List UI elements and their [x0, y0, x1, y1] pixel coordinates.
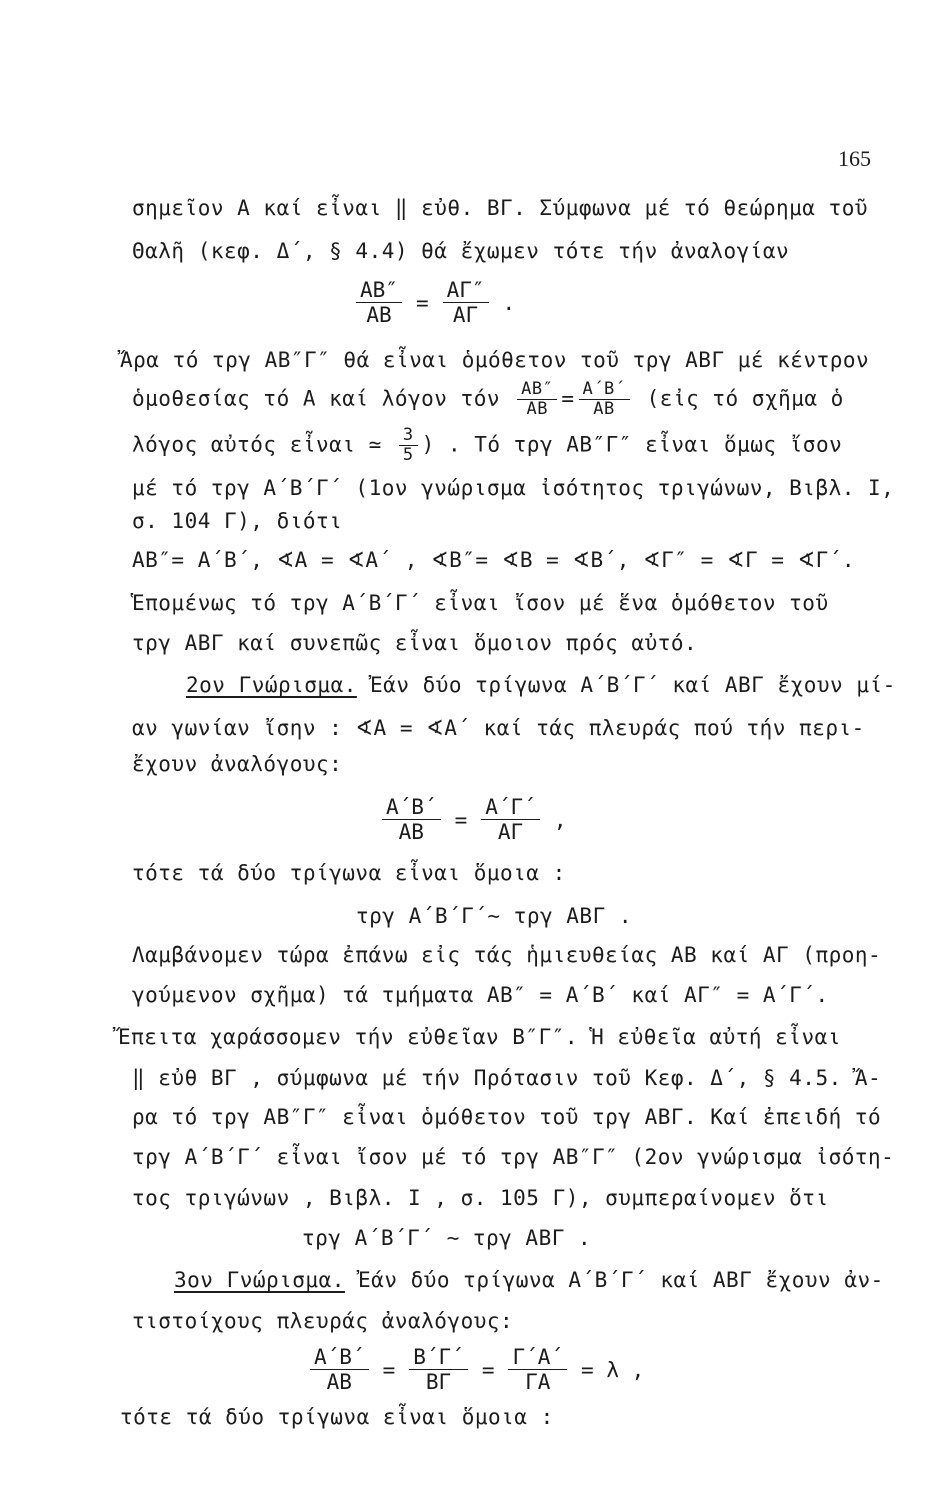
text-line: ἔχουν ἀναλόγους: [132, 752, 343, 776]
text-line: 2ον Γνώρισμα. Ἐάν δύο τρίγωνα Α΄Β΄Γ΄ καί ΑΒΓ ἔχουν μί- [186, 673, 896, 697]
fraction: $\frac{A΄B΄}{AB}$ [579, 380, 630, 419]
text-line: αν γωνίαν ἴσην : ∢Α = ∢Α΄ καί τάς πλευράς πού τήν περι- [132, 716, 865, 740]
text-line: τργ Α΄Β΄Γ΄∼ τργ ΑΒΓ . [356, 904, 633, 928]
text-line: Ἔπειτα χαράσσομεν τήν εὐθεῖαν Β″Γ″. Ἡ εὐθεῖα αὐτή εἶναι [118, 1025, 841, 1049]
text-line: Θαλῆ (κεφ. Δ΄, § 4.4) θά ἔχωμεν τότε τήν ἀναλογίαν [132, 239, 790, 263]
text-line: τότε τά δύο τρίγωνα εἶναι ὅμοια : [120, 1405, 554, 1429]
text-line: Λαμβάνομεν τώρα ἐπάνω εἰς τάς ἡμιευθείας ΑΒ καί ΑΓ (προη- [132, 943, 882, 967]
text-line: ρα τό τργ ΑΒ″Γ″ εἶναι ὁμόθετον τοῦ τργ ΑΒΓ. Καί ἐπειδή τό [132, 1105, 882, 1129]
section-heading-2: 2ον Γνώρισμα. [186, 673, 357, 697]
text-line: Ἄρα τό τργ ΑΒ″Γ″ θά εἶναι ὁμόθετον τοῦ τργ ΑΒΓ μέ κέντρον [120, 348, 870, 372]
text-line: μέ τό τργ Α΄Β΄Γ΄ (1ον γνώρισμα ἰσότητος τριγώνων, Βιβλ. Ι, [132, 476, 895, 500]
text-line: τιστοίχους πλευράς ἀναλόγους: [132, 1309, 514, 1333]
fraction: $\frac{B΄\Gamma΄}{B\Gamma}$ [409, 1345, 468, 1394]
fraction: $\frac{\Gamma΄A΄}{\Gamma A}$ [508, 1345, 567, 1394]
fraction: $\frac{A\Gamma''}{A\Gamma}$ [443, 278, 489, 327]
text-line: τργ Α΄Β΄Γ΄ ∼ τργ ΑΒΓ . [302, 1226, 592, 1250]
text-line: τργ Α΄Β΄Γ΄ εἶναι ἴσον μέ τό τργ ΑΒ″Γ″ (2ον γνώρισμα ἰσότη- [132, 1145, 895, 1169]
equation-proportion-3: $\frac{A΄B΄}{AB}$ = $\frac{B΄\Gamma΄}{B\Gamma}$ = $\frac{\Gamma΄A΄}{\Gamma A}$ = λ , [306, 1345, 654, 1394]
text-line: Ἑπομένως τό τργ Α΄Β΄Γ΄ εἶναι ἴσον μέ ἕνα ὁμόθετον τοῦ [132, 591, 829, 615]
text-line: τότε τά δύο τρίγωνα εἶναι ὅμοια : [132, 861, 566, 885]
text-line: ‖ εὐθ ΒΓ , σύμφωνα μέ τήν Πρότασιν τοῦ Κεφ. Δ΄, § 4.5. Ἄ- [132, 1066, 882, 1090]
text-line: γούμενον σχῆμα) τά τμήματα ΑΒ″ = Α΄Β΄ καί ΑΓ″ = Α΄Γ΄. [132, 983, 829, 1007]
fraction: $\frac{AB''}{AB}$ [517, 380, 557, 419]
text-line: ὁμοθεσίας τό Α καί λόγον τόν $\frac{AB''}{AB}$ = $\frac{A΄B΄}{AB}$ (εἰς τό σχῆμα ὁ [132, 379, 844, 419]
fraction: $\frac{AB''}{AB}$ [356, 278, 402, 327]
text-line: τργ ΑΒΓ καί συνεπῶς εἶναι ὅμοιον πρός αὐτό. [132, 631, 698, 655]
text-line: ΑΒ″= Α΄Β΄, ∢Α = ∢Α΄ , ∢Β″= ∢Β = ∢Β΄, ∢Γ″ = ∢Γ = ∢Γ΄. [132, 548, 856, 572]
text-line: τος τριγώνων , Βιβλ. Ι , σ. 105 Γ), συμπεραίνομεν ὅτι [132, 1186, 829, 1210]
page-number: 165 [838, 146, 871, 171]
text-line: λόγος αὐτός εἶναι ≃ $\frac{3}{5}$ ) . Τό τργ ΑΒ″Γ″ εἶναι ὅμως ἴσον [132, 425, 843, 465]
fraction: $\frac{3}{5}$ [399, 426, 418, 465]
text-line: 3ον Γνώρισμα. Ἐάν δύο τρίγωνα Α΄Β΄Γ΄ καί ΑΒΓ ἔχουν ἀν- [174, 1268, 884, 1292]
fraction: $\frac{A΄\Gamma΄}{A\Gamma}$ [481, 795, 540, 844]
fraction: $\frac{A΄B΄}{AB}$ [310, 1345, 369, 1394]
equation-proportion-1: $\frac{AB''}{AB}$ = $\frac{A\Gamma''}{A\Gamma}$ . [352, 278, 525, 327]
text-line: σημεῖον Α καί εἶναι ‖ εὐθ. ΒΓ. Σύμφωνα μέ τό θεώρημα τοῦ [132, 196, 869, 220]
equation-proportion-2: $\frac{A΄B΄}{AB}$ = $\frac{A΄\Gamma΄}{A\Gamma}$ , [378, 795, 576, 844]
fraction: $\frac{A΄B΄}{AB}$ [382, 795, 441, 844]
section-heading-3: 3ον Γνώρισμα. [174, 1268, 345, 1292]
text-line: σ. 104 Γ), διότι [132, 509, 343, 533]
